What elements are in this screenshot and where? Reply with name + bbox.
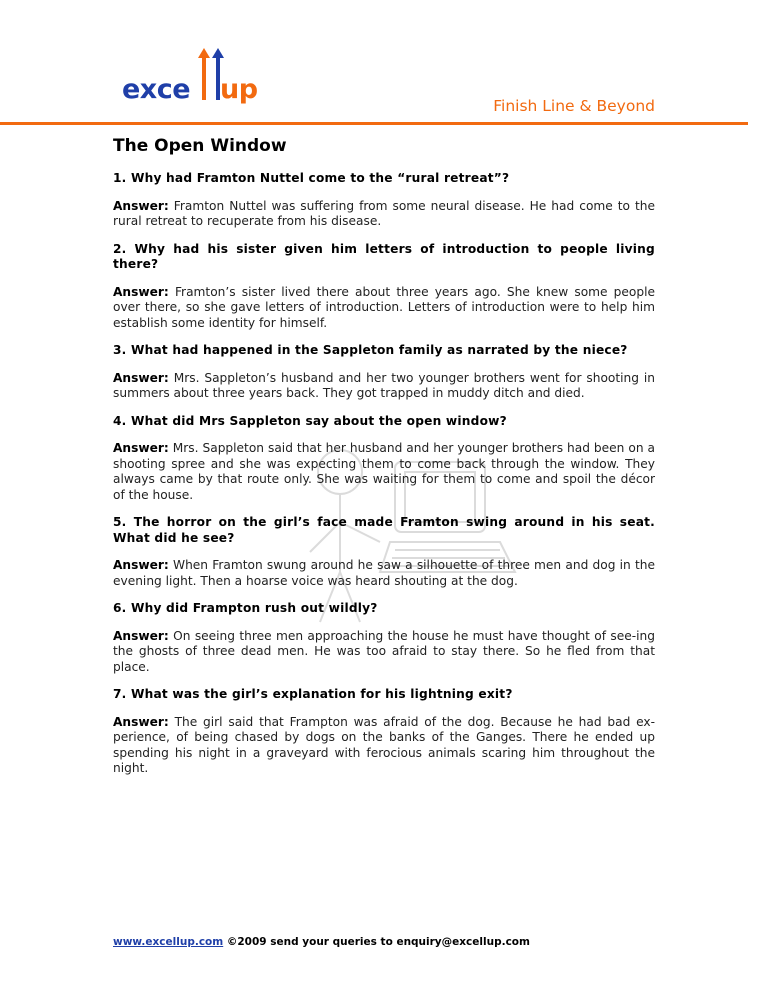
question: 5. The horror on the girl’s face made Framton swing around in his seat. What did he see? [113,515,655,545]
qa-item [113,414,655,504]
qa-item [113,515,655,589]
excellup-logo [122,48,272,106]
qa-item [113,687,655,777]
answer [113,715,655,777]
answer [113,371,655,402]
document-body [113,135,655,789]
question: 3. What had happened in the Sappleton family as narrated by the niece? [113,343,628,357]
answer [113,629,655,676]
question: 7. What was the girl’s explanation for his lightning exit? [113,687,513,701]
answer-text: Framton Nuttel was suffering from some neural disease. He had come to the rural retreat to recuperate from his disease. [113,198,656,228]
logo-text-part1: exce [122,74,191,105]
answer-label: Answer: [113,714,169,729]
page-footer [113,936,530,948]
question: 4. What did Mrs Sappleton say about the open window? [113,413,507,428]
logo-wordmark [122,76,258,103]
answer-text: Framton’s sister lived there about three years ago. She knew some people over there, so she gave letters of introduction. Letters of introduction were to help him establish some identity for himself. [113,284,655,330]
page-title: The Open Window [113,136,287,156]
answer-text: Mrs. Sappleton said that her husband and her younger brothers had been on a shooting spree and she was expecting them to come back through the window. They always came by that route only. She was waiting for them to come and spoil the décor of the house. [113,441,655,502]
question: 6. Why did Frampton rush out wildly? [113,601,378,615]
qa-item [113,601,655,675]
answer-label: Answer: [113,558,169,572]
qa-item [113,343,655,402]
header-divider [0,122,748,125]
question: 2. Why had his sister given him letters of introduction to people living there? [113,241,655,271]
answer [113,441,655,503]
answer-text: The girl said that Frampton was afraid of the dog. Because he had bad ex-perience, of being chased by dogs on the banks of the Ganges. There he ended up spending his night in a graveyard with ferocious animals scaring him throughout the night. [113,714,655,775]
question: 1. Why had Framton Nuttel come to the “rural retreat”? [113,171,510,185]
footer-text: ©2009 send your queries to enquiry@excellup.com [223,936,530,948]
answer-label: Answer: [113,370,169,385]
site-link[interactable]: www.excellup.com [113,936,224,948]
answer-label: Answer: [113,284,169,299]
answer [113,285,655,332]
answer-text: When Framton swung around he saw a silhouette of three men and dog in the evening light. Then a hoarse voice was heard shouting at the dog. [113,558,656,588]
answer-text: On seeing three men approaching the house he must have thought of see-ing the ghosts of three dead men. He was too afraid to stay there. So he fled from that place. [113,628,655,674]
qa-item [113,171,655,230]
answer-label: Answer: [113,441,169,455]
answer-label: Answer: [113,198,169,213]
answer [113,199,655,230]
tagline: Finish Line & Beyond [493,97,655,115]
answer-text: Mrs. Sappleton’s husband and her two younger brothers went for shooting in summers about three years back. They got trapped in muddy ditch and died. [113,370,656,400]
answer [113,558,655,589]
logo-text-part2: up [220,74,258,105]
answer-label: Answer: [113,628,169,643]
qa-item [113,242,655,332]
